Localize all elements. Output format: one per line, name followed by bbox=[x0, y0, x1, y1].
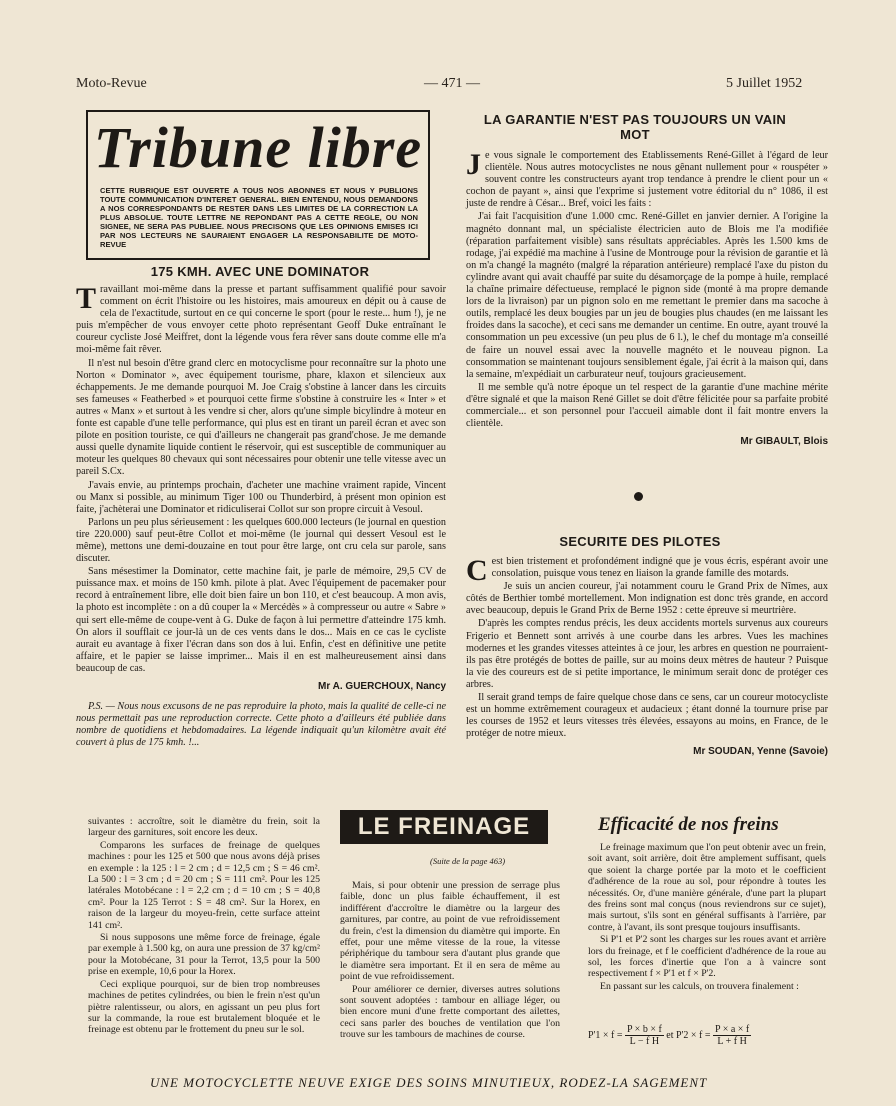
freinage-paragraph: Pour améliorer ce dernier, diverses autres solutions sont souvent adoptées : tambour en alliage léger, ou bien encore muni d'une frette comportant des ailettes, ceci sans parler des bouches de ventilation que l'on trouve sur les tambours de machines de course. bbox=[340, 983, 560, 1041]
freinage-paragraph: Ceci explique pourquoi, sur de bien trop nombreuses machines de petites cylindrées, ou bien le frein n'est qu'un piètre ralentisseur, ou alors, en agissant un peu plus fort sur la commande, la roue est brutalement bloquée et le freinage est obtenu par le frottement du pneu sur le sol. bbox=[88, 978, 320, 1036]
freinage-subtitle: (Suite de la page 463) bbox=[430, 856, 506, 866]
article2-paragraph: e vous signale le comportement des Etablissements René-Gillet à l'égard de leur clientèle. Nous autres motocyclistes ne nous gênant nullement pour « rouspéter » souvent contre les constructeurs ayant trop tendance à prendre le client pour un « cochon de payant », ainsi que l'exprime si justement votre éditorial du n° 1086, il est juste de rendre à César... Bref, voici les faits : bbox=[466, 150, 828, 210]
separator-dot bbox=[634, 492, 643, 501]
article1-ps: P.S. — Nous nous excusons de ne pas reproduire la photo, mais la qualité de celle-ci ne nous permettait pas une reproduction correcte. Cette photo a d'ailleurs été publiée dans nombre de quotidiens et hebdomadaires. La légende indiquait qu'un kilomètre avait été couvert à plus de 175 kmh. !... bbox=[76, 701, 446, 749]
article2-paragraph: Il me semble qu'à notre époque un tel respect de la garantie d'une machine mérite d'être signalé et que la maison René Gillet se doit d'être félicitée pour sa parfaite probité commerciale... et son personnel pour l'accueil aimable dont il fait montre envers la clientèle. bbox=[466, 381, 828, 430]
braking-formula bbox=[588, 1024, 828, 1047]
article3-paragraph: Il serait grand temps de faire quelque chose dans ce sens, car un coureur motocycliste est un homme extrêmement courageux et audacieux ; étant donné la tournure prise par les courses de 1952 et leurs vitesses très élevées, essayons au moins, en France, de le protéger de notre mieux. bbox=[466, 692, 828, 740]
efficacite-paragraph: Si P'1 et P'2 sont les charges sur les roues avant et arrière lors du freinage, et f le coefficient d'adhérence de la roue au sol, les forces d'inertie que l'on a à vaincre sont respectivement f × P'1 et f × P'2. bbox=[588, 934, 826, 980]
article1-paragraph: Sans mésestimer la Dominator, cette machine fait, je parle de mémoire, 29,5 CV de puissance max. et moins de 150 kmh. pilote à plat. Avec l'équipement de pacemaker pour record à entraînement libre, elle doit bien faire un bon 110, et c'est beaucoup. A mon avis, la photo est incomplète : on a dû couper la « Mercédès » à compresseur ou autre « Sabre » qui sert elle-même de coupe-vent à G. Duke de façon à lui permettre d'atteindre 175 kmh. On alors il soufflait ce jour-là un de ces vents dans le dos... Mais en ce cas le cycliste aurait eu avantage à fixer l'écran dans son dos à lui. Enfin, c'est en définitive une petite affaire, et le papier se laisse imprimer... Mais il en est malheureusement ainsi dans beaucoup de cas. bbox=[76, 566, 446, 674]
tribune-box bbox=[86, 110, 430, 260]
article3-paragraph: Je suis un ancien coureur, j'ai notamment couru le Grand Prix de Nîmes, aux côtés de Berthier tombé mortellement. Mon indignation est donc très grande, en accord avec beaucoup, depuis le Grand Prix de Berne 1952 : cette épreuve si meurtrière. bbox=[466, 581, 828, 617]
formula-numerator: P × a × f bbox=[715, 1024, 750, 1035]
freinage-paragraph: Si nous supposons une même force de freinage, égale par exemple à 1.500 kg, on aura une pression de 37 kg/cm² pour la Motobécane, 31 pour la Terrot, 13,5 pour la 500 prise en exemple, 10,6 pour la Horex. bbox=[88, 932, 320, 978]
efficacite-paragraph: En passant sur les calculs, on trouvera finalement : bbox=[600, 980, 799, 992]
header-date: 5 Juillet 1952 bbox=[726, 76, 803, 91]
article2-title: LA GARANTIE N'EST PAS TOUJOURS UN VAIN MOT bbox=[483, 112, 787, 142]
efficacite-paragraph: Le freinage maximum que l'on peut obtenir avec un frein, soit avant, soit arrière, doit être amplement suffisant, quels que soient la charge portée par la moto et le coefficient d'adhérence de la roue au sol, pour répondre à toutes les nécessités. Or, d'une manière générale, d'une part la plupart des freins sont mal conçus (nous reviendrons sur ce sujet), mais surtout, s'ils sont en général suffisants à l'arrière, par contre, à l'avant, ils sont presque toujours insuffisants. bbox=[588, 842, 826, 933]
article3-signature: Mr SOUDAN, Yenne (Savoie) bbox=[693, 746, 828, 758]
article1-paragraph: Il n'est nul besoin d'être grand clerc en motocyclisme pour reconnaître sur la photo une Norton « Dominator », avec équipement tourisme, phare, klaxon et silencieux aux échappements. Je me demande pourquoi M. Joe Craig s'obstine à lancer dans les circuits ses fameuses « Featherbed » et pourquoi cette firme s'obstine à construire les « Inter » et autres « Manx » et surtout à les vendre si cher, alors qu'une simple bicylindre à moteur en fonte est capable d'une telle performance, qui plus est en tirant un pareil écran et avec son pilote en position touriste, ce qui d'ailleurs ne changerait pas grand'chose. Je me demande aussi quelle dynamite liquide contient le réservoir, qui est susceptible de communiquer au moteur les quelques 80 chevaux qui sont nécessaires pour obtenir une telle vitesse avec un pareil S.Cx. bbox=[76, 357, 446, 478]
header-left: Moto-Revue bbox=[76, 76, 147, 91]
efficacite-title: Efficacité de nos freins bbox=[598, 814, 779, 835]
article3-body bbox=[466, 556, 828, 759]
freinage-column-1 bbox=[88, 816, 320, 1037]
article1-dropcap: T bbox=[76, 282, 97, 315]
article1-signature: Mr A. GUERCHOUX, Nancy bbox=[318, 681, 446, 692]
footer-slogan: UNE MOTOCYCLETTE NEUVE EXIGE DES SOINS MINUTIEUX, RODEZ-LA SAGEMENT bbox=[150, 1075, 708, 1090]
article1-body bbox=[76, 284, 446, 750]
article2-body bbox=[466, 150, 828, 448]
freinage-paragraph: Mais, si pour obtenir une pression de serrage plus faible, donc un plus faible échauffement, il est indifférent d'accroître le diamètre ou la largeur des garnitures, par contre, au point de vue refroidissement du frein, c'est la dimension du diamètre qui importe. En effet, pour une même vitesse de la roue, la vitesse périphérique du tambour sera d'autant plus grande que le diamètre sera important. Et il en sera de même au point de vue refroidissement. bbox=[340, 880, 560, 983]
formula-denominator: L − f H bbox=[629, 1036, 660, 1047]
formula-denominator: L + f H bbox=[717, 1036, 747, 1047]
formula-lhs-rear: et P'2 × f = bbox=[666, 1029, 711, 1041]
article1-paragraph: ravaillant moi-même dans la presse et partant suffisamment qualifié pour savoir comment on écrit l'histoire ou les histoires, mais amoureux en dépit ou à cause de cela de l'exactitude, surtout en ce qui concerne le sport (pour le reste... hum !), je ne puis m'empêcher de vous envoyer cette photo représentant Geoff Duke entraînant le coureur cycliste José Meiffret, dont la légende vous fera rêver sans doute comme elle m'a moi-même fait rêver. bbox=[76, 284, 446, 356]
freinage-column-2 bbox=[340, 880, 560, 1042]
formula-lhs-front: P'1 × f = bbox=[588, 1029, 623, 1041]
freinage-title: LE FREINAGE bbox=[340, 810, 548, 844]
tribune-title: Tribune libre bbox=[93, 115, 423, 180]
article3-paragraph: est bien tristement et profondément indigné que je vous écris, espérant avoir une consolation, puisque vous tenez en liaison la grande famille des motards. bbox=[491, 556, 828, 580]
page-number: — 471 — bbox=[424, 76, 480, 91]
efficacite-body bbox=[588, 842, 826, 993]
article1-title: 175 KMH. AVEC UNE DOMINATOR bbox=[150, 264, 370, 279]
formula-numerator: P × b × f bbox=[626, 1024, 662, 1035]
article2-dropcap: J bbox=[466, 148, 481, 181]
article1-paragraph: Parlons un peu plus sérieusement : les quelques 600.000 lecteurs (le journal en question tire 220.000) sauf peut-être Collot et moi-même (le journal qui dessert Vesoul est le même), mettons une demi-douzaine en tout pour être large, ont cru cela sur parole, sans discuter. bbox=[76, 516, 446, 565]
article3-title: SECURITE DES PILOTES bbox=[559, 534, 721, 549]
formula-fraction-front bbox=[625, 1024, 664, 1047]
freinage-paragraph: suivantes : accroître, soit le diamètre du frein, soit la largeur des garnitures, soit encore les deux. bbox=[88, 816, 320, 839]
article1-paragraph: J'avais envie, au printemps prochain, d'acheter une machine vraiment rapide, Vincent ou Manx si possible, au minimum Tiger 100 ou Thunderbird, à présent mon opinion est faite, j'achèterai une Dominator et ridiculiserai Collot sur son propre circuit à Vesoul. bbox=[76, 479, 446, 515]
article2-paragraph: J'ai fait l'acquisition d'une 1.000 cmc. René-Gillet en janvier dernier. A l'origine la magnéto donnant mal, un spécialiste électricien auto de Blois me l'a modifiée (réparation parfaitement visible) sans résultats appréciables. Après les 1.500 kms de rodage, j'ai expédié ma machine à l'usine de Montrouge pour la révision de garantie et là on m'a changé la magnéto (malgré la réparation antérieure) remplacé l'axe du piston du cylindre avant qui avait chauffé par suite du désamorçage de la pompe à huile, remplacé la chaîne primaire défectueuse, remplacé le pignon side (monté à ma propre demande lors de la livraison) par un pignon solo en me remettant le premier dans ma sacoche à outils, remplacé les deux bougies par un jeu de bougies plus chaudes (en me laissant les froides dans la sacoche), et ceci sans me demander un centime. En outre, ayant trouvé la consommation un peu excessive (un peu plus de 6 l.), le chef du montage m'a conseillé de faire un nouvel essai avec la nouvelle magnéto et le nouveau pignon. La consommation se maintenant toujours sensiblement égale, j'ai écrit à la maison qui, dans la semaine, m'expédiait un carburateur neuf, toujours gracieusement. bbox=[466, 211, 828, 380]
freinage-paragraph: Comparons les surfaces de freinage de quelques machines : pour les 125 et 500 que nous avons déjà prises en exemple : la 125 : l = 2 cm ; d = 12,5 cm ; S = 46 cm². La 500 : l = 3 cm ; d = 20 cm ; S = 111 cm². Pour les 125 latérales Motobécane : l = 2,2 cm ; d = 10 cm ; S = 40,8 cm². Pour la 125 Terrot : S = 48 cm². Sur la Horex, en raison de la largeur du moyeu-frein, cette surface atteint 141 cm². bbox=[88, 839, 320, 931]
article3-dropcap: C bbox=[466, 554, 488, 587]
formula-fraction-rear bbox=[713, 1024, 751, 1047]
tribune-notice: CETTE RUBRIQUE EST OUVERTE A TOUS NOS ABONNES ET NOUS Y PUBLIONS TOUTE COMMUNICATION D'INTERET GENERAL. BIEN ENTENDU, NOUS DEMANDONS A NOS CORRESPONDANTS DE RESTER DANS LES LIMITES DE LA CORRECTION LA PLUS ABSOLUE. TOUTE LETTRE NE REPONDANT PAS A CETTE REGLE, OU NON SIGNEE, NE SERA PAS PUBLIEE. NOUS PRECISONS QUE LES OPINIONS EMISES ICI PAR NOS LECTEURS NE SAURAIENT ENGAGER LA RESPONSABILITE DE MOTO-REVUE bbox=[100, 186, 418, 249]
article3-paragraph: D'après les comptes rendus précis, les deux accidents mortels survenus aux coureurs Frigerio et Bennett sont arrivés à une courbe dans les arbres. Vues les machines modernes et les grandes vitesses atteintes à ce jour, les arbres en question ne pourraient-ils pas être protégés de bottes de paille, sur au moins deux mètres de hauteur ? Puisque la vie des coureurs est de si petite importance, le minimum serait donc de protéger ces arbres. bbox=[466, 618, 828, 690]
article2-signature: Mr GIBAULT, Blois bbox=[740, 436, 828, 448]
